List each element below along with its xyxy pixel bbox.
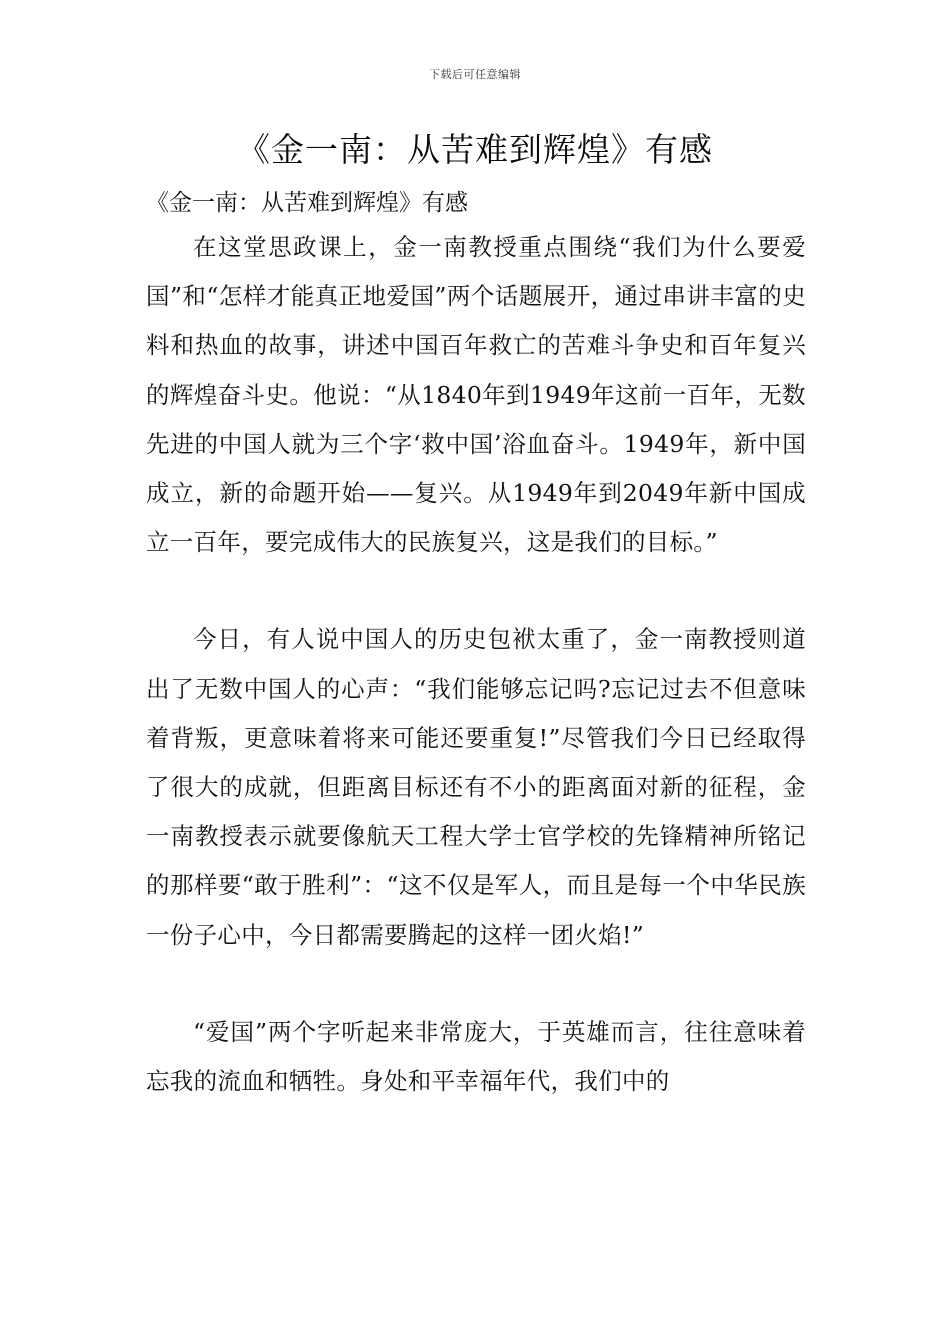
document-body <box>146 223 806 1106</box>
paragraph-2: 今日，有人说中国人的历史包袱太重了，金一南教授则道出了无数中国人的心声：“我们能够忘记吗?忘记过去不但意味着背叛，更意味着将来可能还要重复!”尽管我们今日已经取得了很大的成就，但距离目标还有不小的距离面对新的征程，金一南教授表示就要像航天工程大学士官学校的先锋精神所铭记的那样要“敢于胜利”：“这不仅是军人，而且是每一个中华民族一份子心中，今日都需要腾起的这样一团火焰!” <box>146 625 806 949</box>
document-subtitle: 《金一南：从苦难到辉煌》有感 <box>146 190 468 216</box>
paragraph-3: “爱国”两个字听起来非常庞大，于英雄而言，往往意味着忘我的流血和牺牲。身处和平幸福年代，我们中的 <box>146 1017 806 1096</box>
document-title: 《金一南：从苦难到辉煌》有感 <box>237 130 713 169</box>
paragraph-1: 在这堂思政课上，金一南教授重点围绕“我们为什么要爱国”和“怎样才能真正地爱国”两个话题展开，通过串讲丰富的史料和热血的故事，讲述中国百年救亡的苦难斗争史和百年复兴的辉煌奋斗史。他说：“从1840年到1949年这前一百年，无数先进的中国人就为三个字‘救中国’浴血奋斗。1949年，新中国成立，新的命题开始——复兴。从1949年到2049年新中国成立一百年，要完成伟大的民族复兴，这是我们的目标。” <box>146 233 806 557</box>
header-note: 下载后可任意编辑 <box>429 68 521 81</box>
